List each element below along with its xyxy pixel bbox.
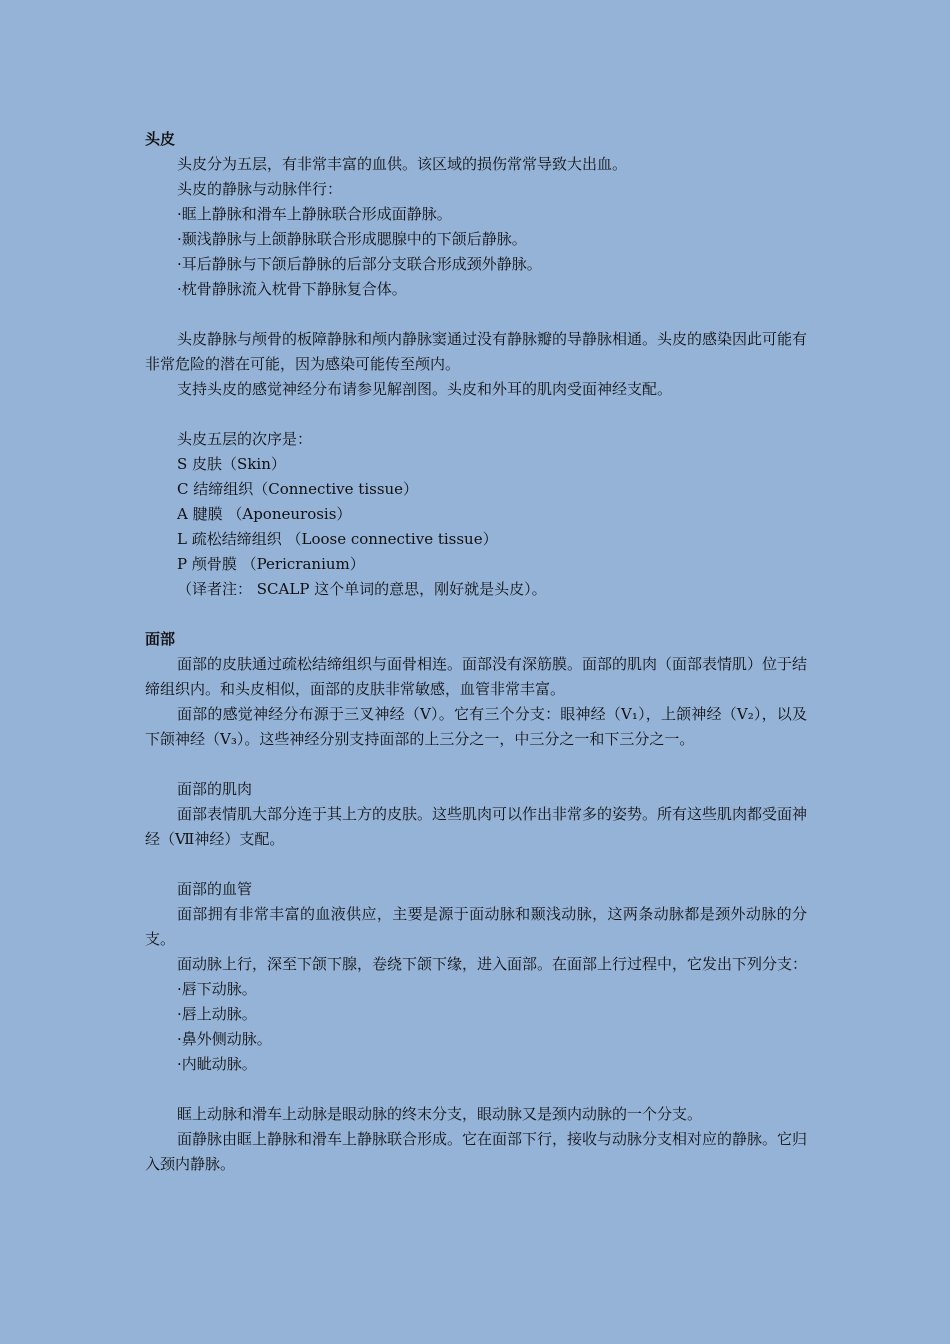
list-item-layer: C 结缔组织（Connective tissue） — [177, 480, 419, 498]
list-item-layer: P 颅骨膜 （Pericranium） — [177, 555, 365, 573]
list-item-layer: S 皮肤（Skin） — [177, 455, 286, 473]
paragraph-scalp-connection: 头皮静脉与颅骨的板障静脉和颅内静脉窦通过没有静脉瓣的导静脉相通。头皮的感染因此可能有非常危险的潜在可能，因为感染可能传至颅内。 — [145, 330, 808, 373]
list-item-branch: ·唇上动脉。 — [177, 1005, 257, 1023]
section-heading-scalp: 头皮 — [145, 130, 176, 148]
paragraph-ophthalmic: 眶上动脉和滑车上动脉是眼动脉的终末分支，眼动脉又是颈内动脉的一个分支。 — [177, 1105, 703, 1123]
subheading-face-vessels: 面部的血管 — [177, 880, 253, 898]
spacer — [145, 752, 807, 777]
paragraph-scalp-intro: 头皮分为五层，有非常丰富的血供。该区域的损伤常常导致大出血。 — [177, 155, 628, 173]
paragraph-face-sensory: 面部的感觉神经分布源于三叉神经（Ⅴ）。它有三个分支：眼神经（V₁），上颌神经（V₂），以及下颌神经（V₃）。这些神经分别支持面部的上三分之一，中三分之一和下三分之一。 — [145, 705, 807, 748]
list-item-vein: ·颞浅静脉与上颌静脉联合形成腮腺中的下颌后静脉。 — [177, 230, 527, 248]
list-item-branch: ·鼻外侧动脉。 — [177, 1030, 272, 1048]
paragraph-facial-artery: 面动脉上行，深至下颌下腺，卷绕下颌下缘，进入面部。在面部上行过程中，它发出下列分支： — [177, 955, 808, 973]
list-item-branch: ·唇下动脉。 — [177, 980, 257, 998]
spacer — [145, 302, 807, 327]
list-item-layer: L 疏松结缔组织 （Loose connective tissue） — [177, 530, 498, 548]
paragraph-veins-intro: 头皮的静脉与动脉伴行： — [177, 180, 343, 198]
spacer — [145, 402, 807, 427]
document-body — [145, 127, 807, 1177]
section-heading-face: 面部 — [145, 630, 176, 648]
list-item-vein: ·眶上静脉和滑车上静脉联合形成面静脉。 — [177, 205, 452, 223]
list-item-branch: ·内眦动脉。 — [177, 1055, 257, 1073]
subheading-face-muscles: 面部的肌肉 — [177, 780, 253, 798]
list-item-vein: ·枕骨静脉流入枕骨下静脉复合体。 — [177, 280, 407, 298]
paragraph-face-skin: 面部的皮肤通过疏松结缔组织与面骨相连。面部没有深筋膜。面部的肌肉（面部表情肌）位于结缔组织内。和头皮相似，面部的皮肤非常敏感，血管非常丰富。 — [145, 655, 808, 698]
list-item-vein: ·耳后静脉与下颌后静脉的后部分支联合形成颈外静脉。 — [177, 255, 542, 273]
spacer — [145, 852, 807, 877]
list-item-layer: A 腱膜 （Aponeurosis） — [177, 505, 352, 523]
paragraph-facial-vein: 面静脉由眶上静脉和滑车上静脉联合形成。它在面部下行，接收与动脉分支相对应的静脉。它归入颈内静脉。 — [145, 1130, 808, 1173]
spacer — [145, 602, 807, 627]
paragraph-scalp-nerves: 支持头皮的感觉神经分布请参见解剖图。头皮和外耳的肌肉受面神经支配。 — [177, 380, 673, 398]
paragraph-face-muscles: 面部表情肌大部分连于其上方的皮肤。这些肌肉可以作出非常多的姿势。所有这些肌肉都受面神经（Ⅶ神经）支配。 — [145, 805, 808, 848]
paragraph-layers-intro: 头皮五层的次序是： — [177, 430, 313, 448]
spacer — [145, 1077, 807, 1102]
translator-note: （译者注： SCALP 这个单词的意思，刚好就是头皮）。 — [177, 580, 547, 598]
paragraph-face-blood: 面部拥有非常丰富的血液供应，主要是源于面动脉和颞浅动脉，这两条动脉都是颈外动脉的分支。 — [145, 905, 807, 948]
